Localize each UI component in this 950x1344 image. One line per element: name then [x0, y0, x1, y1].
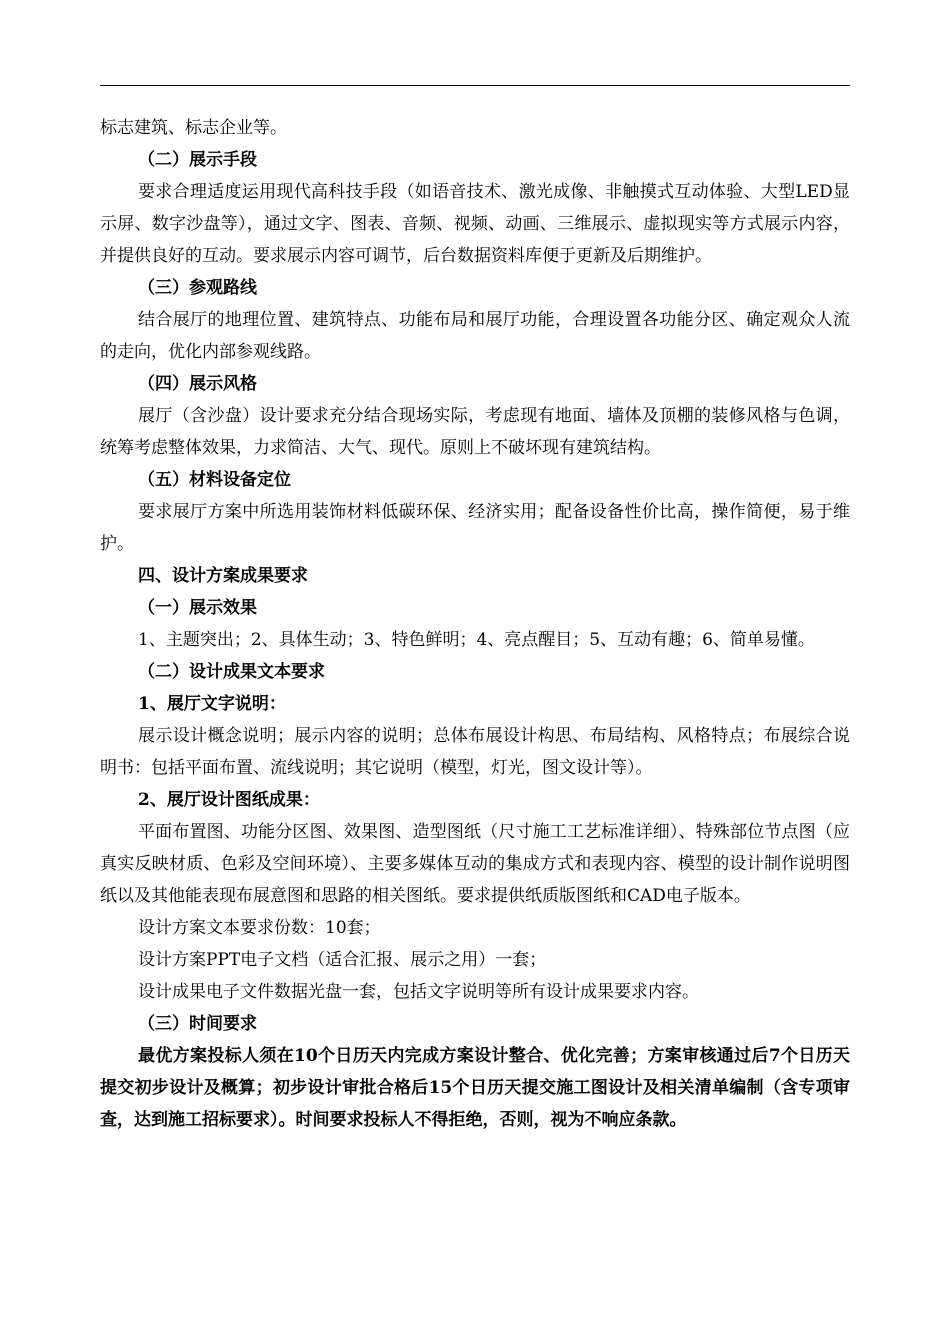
section-heading-display-style: （四）展示风格 — [138, 374, 257, 394]
paragraph-text-description: 展示设计概念说明；展示内容的说明；总体布展设计构思、布局结构、风格特点；布展综合说明书：包括平面布置、流线说明；其它说明（模型，灯光，图文设计等）。 — [100, 726, 850, 778]
document-body — [100, 112, 850, 1136]
paragraph-disc: 设计成果电子文件数据光盘一套，包括文字说明等所有设计成果要求内容。 — [138, 982, 699, 1002]
paragraph-time-requirements: 最优方案投标人须在10个日历天内完成方案设计整合、优化完善；方案审核通过后7个日历天提交初步设计及概算；初步设计审批合格后15个日历天提交施工图设计及相关清单编制（含专项审查，达到施工招标要求）。时间要求投标人不得拒绝，否则，视为不响应条款。 — [100, 1046, 850, 1130]
paragraph-visit-route: 结合展厅的地理位置、建筑特点、功能布局和展厅功能，合理设置各功能分区、确定观众人流的走向，优化内部参观线路。 — [100, 310, 850, 362]
subheading-drawing-results: 2、展厅设计图纸成果： — [138, 790, 320, 810]
section-heading-display-means: （二）展示手段 — [138, 150, 257, 170]
paragraph-display-means: 要求合理适度运用现代高科技手段（如语音技术、激光成像、非触摸式互动体验、大型LED显示屏、数字沙盘等），通过文字、图表、音频、视频、动画、三维展示、虚拟现实等方式展示内容，并提供良好的互动。要求展示内容可调节，后台数据资料库便于更新及后期维护。 — [100, 182, 850, 266]
section-heading-visit-route: （三）参观路线 — [138, 278, 257, 298]
paragraph-display-style: 展厅（含沙盘）设计要求充分结合现场实际，考虑现有地面、墙体及顶棚的装修风格与色调，统筹考虑整体效果，力求简洁、大气、现代。原则上不破坏现有建筑结构。 — [100, 406, 850, 458]
section-heading-time-requirements: （三）时间要求 — [138, 1014, 257, 1034]
section-heading-materials: （五）材料设备定位 — [138, 470, 291, 490]
paragraph-continuation: 标志建筑、标志企业等。 — [100, 118, 287, 138]
paragraph-copies: 设计方案文本要求份数：10套； — [138, 918, 381, 938]
paragraph-display-effect: 1、主题突出；2、具体生动；3、特色鲜明；4、亮点醒目；5、互动有趣；6、简单易懂。 — [138, 630, 815, 650]
header-rule — [100, 85, 850, 86]
section-heading-text-requirements: （二）设计成果文本要求 — [138, 662, 325, 682]
paragraph-drawing-results: 平面布置图、功能分区图、效果图、造型图纸（尺寸施工工艺标准详细）、特殊部位节点图（应真实反映材质、色彩及空间环境）、主要多媒体互动的集成方式和表现内容、模型的设计制作说明图纸以及其他能表现布展意图和思路的相关图纸。要求提供纸质版图纸和CAD电子版本。 — [100, 822, 850, 906]
section-heading-display-effect: （一）展示效果 — [138, 598, 257, 618]
paragraph-materials: 要求展厅方案中所选用装饰材料低碳环保、经济实用；配备设备性价比高，操作简便，易于维护。 — [100, 502, 850, 554]
chapter-heading-design-results: 四、设计方案成果要求 — [138, 566, 308, 586]
subheading-text-description: 1、展厅文字说明： — [138, 694, 286, 714]
paragraph-ppt: 设计方案PPT电子文档（适合汇报、展示之用）一套； — [138, 950, 547, 970]
